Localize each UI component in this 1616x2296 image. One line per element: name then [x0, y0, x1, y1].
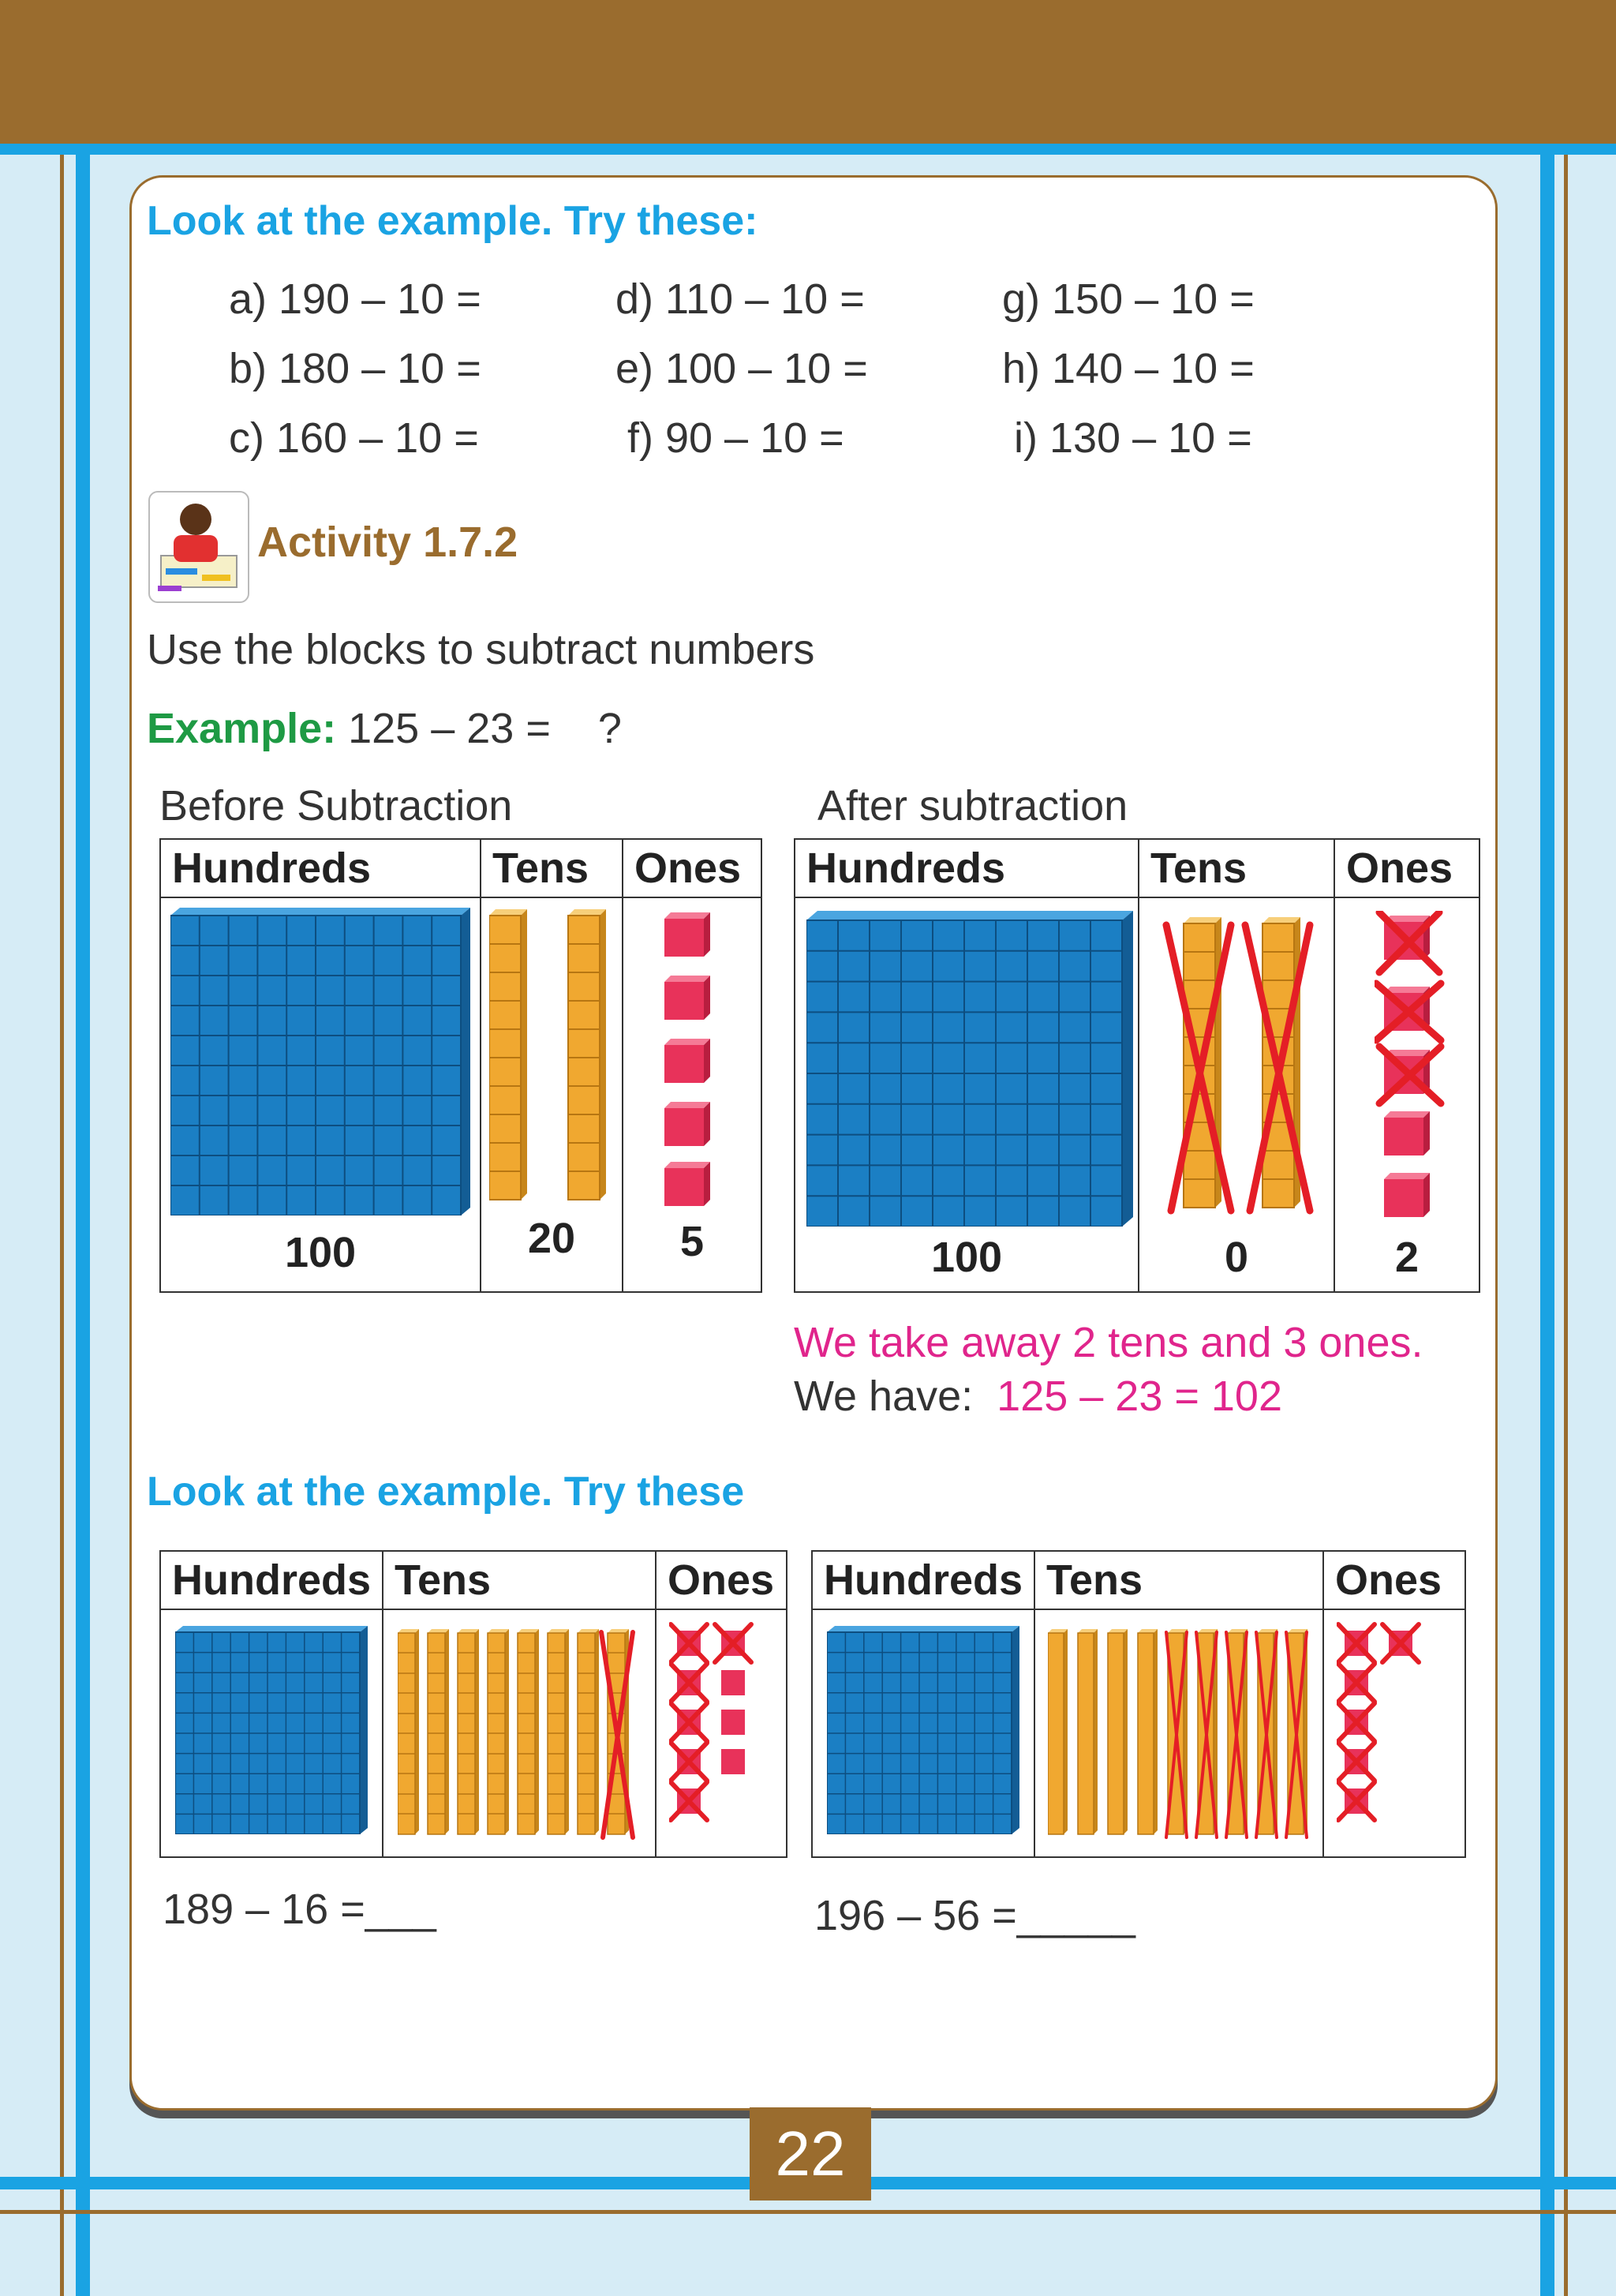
- section1-heading: Look at the example. Try these:: [147, 198, 758, 244]
- page-number: 22: [750, 2107, 871, 2200]
- problem-2: 196 – 56 =_____: [814, 1892, 1135, 1939]
- before-label: Before Subtraction: [159, 782, 513, 830]
- header-ones: Ones: [656, 1551, 787, 1609]
- exercise-d: d) 110 – 10 =: [615, 275, 865, 323]
- hundred-flat-block: [175, 1626, 368, 1834]
- exercise-h: h) 140 – 10 =: [1002, 345, 1255, 392]
- ones-cell: [623, 897, 761, 1292]
- tens-cell: [1034, 1609, 1323, 1857]
- header-hundreds: Hundreds: [160, 1551, 383, 1609]
- ones-cell: [656, 1609, 787, 1857]
- tens-value: 20: [527, 1215, 576, 1262]
- example-label: Example:: [147, 705, 337, 752]
- we-have-label: We have:: [794, 1373, 974, 1420]
- frame-line: [60, 155, 64, 2296]
- hundred-flat-block: [170, 908, 470, 1215]
- ten-rods-row-crossed: [1048, 1629, 1316, 1850]
- frame-line: [76, 155, 90, 2296]
- ones-cell: [1323, 1609, 1465, 1857]
- header-tens: Tens: [481, 839, 623, 897]
- unit-cubes: [664, 912, 720, 1212]
- activity-title: Activity 1.7.2: [257, 519, 518, 566]
- exercise-g: g) 150 – 10 =: [1002, 275, 1255, 323]
- header-ones: Ones: [1323, 1551, 1465, 1609]
- frame-line: [0, 2210, 1616, 2214]
- hundred-flat-block: [827, 1626, 1019, 1834]
- we-have-expression: 125 – 23 = 102: [997, 1373, 1282, 1420]
- unit-cubes-crossed: [1337, 1621, 1447, 1850]
- header-tens: Tens: [1034, 1551, 1323, 1609]
- hundreds-cell: [812, 1609, 1034, 1857]
- tens-cell: [383, 1609, 656, 1857]
- ten-rods-row: [398, 1629, 642, 1850]
- ones-value: 2: [1394, 1234, 1420, 1281]
- example-line: [147, 704, 622, 753]
- exercise-i: i) 130 – 10 =: [1002, 414, 1252, 462]
- problem-1: 189 – 16 =___: [163, 1886, 436, 1933]
- we-have-line: [794, 1372, 1282, 1421]
- practice-table-2: [811, 1550, 1466, 1858]
- hundred-flat-block: [806, 911, 1133, 1227]
- after-table: [794, 838, 1480, 1293]
- after-label: After subtraction: [817, 782, 1128, 830]
- hundreds-cell: [795, 897, 1139, 1292]
- ten-rod-blocks: [489, 909, 608, 1201]
- exercise-e: e) 100 – 10 =: [615, 345, 868, 392]
- frame-line: [1540, 155, 1554, 2296]
- tens-cell: [1139, 897, 1334, 1292]
- exercise-f: f) 90 – 10 =: [615, 414, 844, 462]
- top-banner: [0, 0, 1616, 144]
- header-tens: Tens: [383, 1551, 656, 1609]
- exercise-b: b) 180 – 10 =: [229, 345, 481, 392]
- hundreds-cell: [160, 897, 481, 1292]
- child-drawing-icon: [148, 491, 249, 603]
- takeaway-text: We take away 2 tens and 3 ones.: [794, 1319, 1423, 1366]
- header-tens: Tens: [1139, 839, 1334, 897]
- header-hundreds: Hundreds: [812, 1551, 1034, 1609]
- hundreds-cell: [160, 1609, 383, 1857]
- header-ones: Ones: [623, 839, 761, 897]
- unit-cubes-partially-crossed: [669, 1621, 780, 1850]
- frame-line: [1564, 155, 1568, 2296]
- practice-table-1: [159, 1550, 787, 1858]
- header-ones: Ones: [1334, 839, 1479, 897]
- example-expression: 125 – 23 = ?: [336, 705, 622, 752]
- crossed-ten-rods: [1152, 917, 1326, 1225]
- section2-heading: Look at the example. Try these: [147, 1469, 745, 1515]
- header-hundreds: Hundreds: [160, 839, 481, 897]
- tens-value: 0: [1224, 1234, 1249, 1281]
- tens-cell: [481, 897, 623, 1292]
- exercise-a: a) 190 – 10 =: [229, 275, 481, 323]
- before-table: [159, 838, 762, 1293]
- crossed-unit-cubes: [1375, 911, 1453, 1227]
- top-blue-line: [0, 144, 1616, 155]
- instruction-text: Use the blocks to subtract numbers: [147, 626, 815, 673]
- hundreds-value: 100: [930, 1234, 1003, 1281]
- ones-value: 5: [679, 1218, 705, 1265]
- exercise-c: c) 160 – 10 =: [229, 414, 479, 462]
- ones-cell: [1334, 897, 1479, 1292]
- hundreds-value: 100: [284, 1229, 357, 1276]
- header-hundreds: Hundreds: [795, 839, 1139, 897]
